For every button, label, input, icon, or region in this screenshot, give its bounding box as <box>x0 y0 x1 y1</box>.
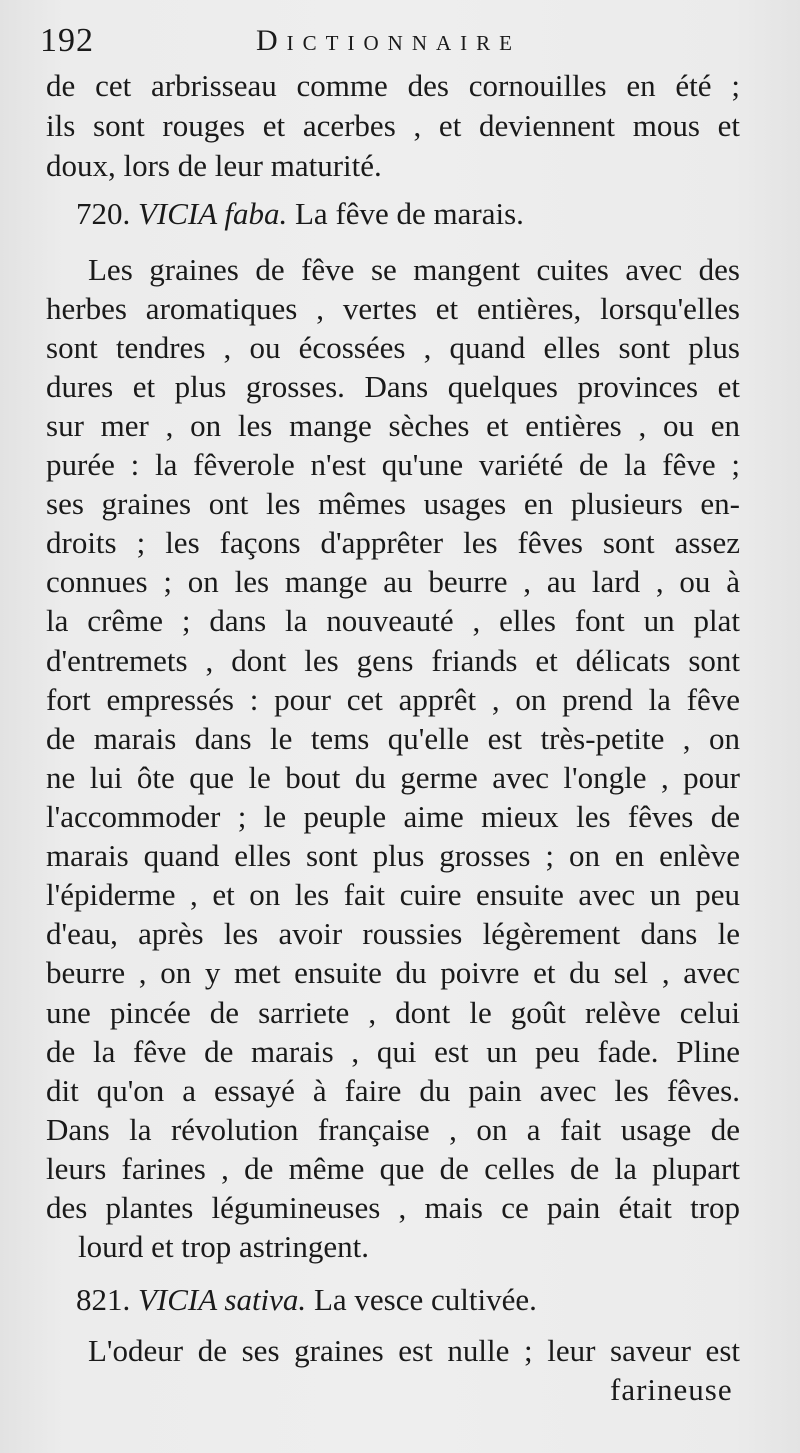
text-line: ils sont rouges et acerbes , et deviennent mous et <box>46 108 740 143</box>
entry-number: 720. <box>76 196 131 231</box>
text-line: beurre , on y met ensuite du poivre et du sel , avec <box>46 955 740 990</box>
text-line: Dans la révolution française , on a fait usage de <box>46 1112 740 1147</box>
running-head: Dictionnaire <box>256 24 521 57</box>
entry-heading <box>76 1282 537 1318</box>
text-line: purée : la fêverole n'est qu'une variété de la fêve ; <box>46 447 740 482</box>
entry-latin-name: VICIA faba. <box>138 196 288 231</box>
entry-french-name: La vesce cultivée. <box>313 1282 537 1317</box>
catchword: farineuse <box>610 1372 733 1407</box>
text-line: la crême ; dans la nouveauté , elles font un plat <box>46 603 740 638</box>
text-line: dures et plus grosses. Dans quelques provinces et <box>46 369 740 404</box>
text-line: d'entremets , dont les gens friands et délicats sont <box>46 643 740 678</box>
text-line: de la fêve de marais , qui est un peu fade. Pline <box>46 1034 740 1069</box>
text-line: L'odeur de ses graines est nulle ; leur saveur est <box>88 1333 740 1368</box>
text-line: l'épiderme , et on les fait cuire ensuite avec un peu <box>46 877 740 912</box>
page-number: 192 <box>40 22 94 59</box>
text-line: connues ; on les mange au beurre , au lard , ou à <box>46 564 740 599</box>
text-line: doux, lors de leur maturité. <box>46 148 382 183</box>
text-line: herbes aromatiques , vertes et entières, lorsqu'elles <box>46 291 740 326</box>
text-line: ne lui ôte que le bout du germe avec l'ongle , pour <box>46 760 740 795</box>
text-line: des plantes légumineuses , mais ce pain était trop <box>46 1190 740 1225</box>
text-line: une pincée de sarriete , dont le goût relève celui <box>46 995 740 1030</box>
text-line: d'eau, après les avoir roussies légèrement dans le <box>46 916 740 951</box>
entry-number: 821. <box>76 1282 131 1317</box>
text-line: de cet arbrisseau comme des cornouilles en été ; <box>46 68 740 103</box>
text-line: Les graines de fêve se mangent cuites avec des <box>88 252 740 287</box>
entry-french-name: La fêve de marais. <box>295 196 524 231</box>
text-line: l'accommoder ; le peuple aime mieux les fêves de <box>46 799 740 834</box>
page-header <box>40 22 780 66</box>
text-line: sur mer , on les mange sèches et entières , ou en <box>46 408 740 443</box>
text-line: ses graines ont les mêmes usages en plusieurs en- <box>46 486 740 521</box>
text-line: lourd et trop astringent. <box>78 1229 369 1264</box>
text-line: dit qu'on a essayé à faire du pain avec les fêves. <box>46 1073 740 1108</box>
text-line: fort empressés : pour cet apprêt , on prend la fêve <box>46 682 740 717</box>
entry-heading <box>76 196 524 232</box>
text-line: marais quand elles sont plus grosses ; on en enlève <box>46 838 740 873</box>
entry-latin-name: VICIA sativa. <box>138 1282 307 1317</box>
text-line: de marais dans le tems qu'elle est très-petite , on <box>46 721 740 756</box>
text-line: leurs farines , de même que de celles de la plupart <box>46 1151 740 1186</box>
text-line: droits ; les façons d'apprêter les fêves sont assez <box>46 525 740 560</box>
text-line: sont tendres , ou écossées , quand elles sont plus <box>46 330 740 365</box>
